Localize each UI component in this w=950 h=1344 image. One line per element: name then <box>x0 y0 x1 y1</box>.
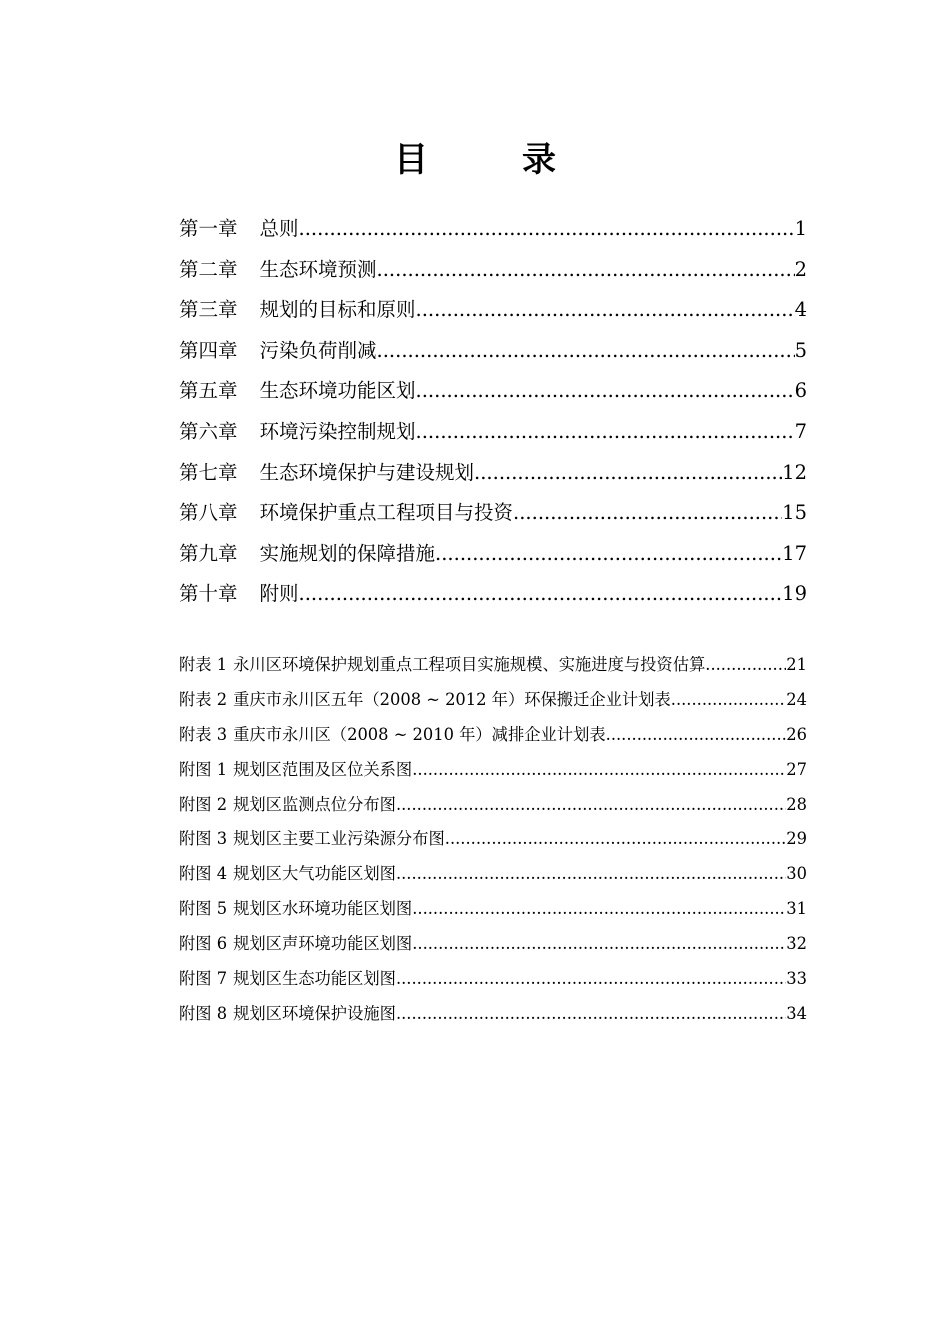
toc-entry-appendix-figure-5[interactable] <box>179 892 807 927</box>
dot-leader <box>377 250 795 291</box>
dot-leader <box>299 209 795 250</box>
dot-leader <box>416 371 795 412</box>
dot-leader <box>416 290 795 331</box>
appendix-list <box>179 648 807 1032</box>
appendix-label: 附图 1 <box>179 759 228 779</box>
chapter-number: 第五章 <box>179 379 238 403</box>
dot-leader <box>474 453 782 494</box>
page-number: 32 <box>786 934 807 954</box>
appendix-label: 附图 5 <box>179 899 228 919</box>
chapter-number: 第七章 <box>179 460 238 484</box>
dot-leader <box>396 788 786 823</box>
toc-entry-chapter-9[interactable] <box>179 534 807 575</box>
dot-leader <box>412 753 786 788</box>
toc-entry-chapter-2[interactable] <box>179 250 807 291</box>
toc-entry-chapter-1[interactable] <box>179 209 807 250</box>
appendix-label: 附图 6 <box>179 934 228 954</box>
dot-leader <box>377 331 795 372</box>
dot-leader <box>299 574 783 615</box>
page-number: 4 <box>794 298 807 322</box>
chapter-title: 生态环境预测 <box>259 257 377 281</box>
chapter-number: 第四章 <box>179 338 238 362</box>
appendix-label: 附图 7 <box>179 969 228 989</box>
appendix-label: 附表 3 <box>179 724 228 744</box>
chapter-title: 生态环境功能区划 <box>259 379 416 403</box>
appendix-title: 规划区范围及区位关系图 <box>233 759 413 779</box>
chapter-number: 第九章 <box>179 541 238 565</box>
toc-entry-appendix-figure-1[interactable] <box>179 753 807 788</box>
page-number: 15 <box>782 501 807 525</box>
page-number: 33 <box>786 969 807 989</box>
dot-leader <box>396 962 786 997</box>
appendix-title: 重庆市永川区（2008 ~ 2010 年）减排企业计划表 <box>233 724 606 744</box>
toc-entry-chapter-3[interactable] <box>179 290 807 331</box>
appendix-label: 附表 2 <box>179 689 228 709</box>
page-number: 5 <box>794 338 807 362</box>
appendix-title: 重庆市永川区五年（2008 ~ 2012 年）环保搬迁企业计划表 <box>233 689 671 709</box>
appendix-title: 永川区环境保护规划重点工程项目实施规模、实施进度与投资估算 <box>233 655 706 674</box>
appendix-title: 规划区生态功能区划图 <box>233 969 396 989</box>
chapter-number: 第六章 <box>179 419 238 443</box>
appendix-title: 规划区大气功能区划图 <box>233 864 396 884</box>
page-number: 30 <box>786 864 807 884</box>
toc-entry-appendix-figure-8[interactable] <box>179 997 807 1032</box>
chapter-title: 规划的目标和原则 <box>259 298 416 322</box>
page-number: 1 <box>794 217 807 240</box>
appendix-label: 附图 4 <box>179 864 228 884</box>
page-number: 26 <box>786 724 807 744</box>
chapter-number: 第十章 <box>179 582 238 606</box>
page-number: 28 <box>786 794 807 814</box>
dot-leader <box>606 718 787 753</box>
toc-entry-appendix-figure-2[interactable] <box>179 788 807 823</box>
chapter-title: 生态环境保护与建设规划 <box>259 460 475 484</box>
toc-entry-appendix-table-1[interactable] <box>179 648 807 683</box>
page-number: 21 <box>786 655 807 674</box>
toc-entry-chapter-6[interactable] <box>179 412 807 453</box>
toc-entry-appendix-figure-7[interactable] <box>179 962 807 997</box>
toc-entry-chapter-7[interactable] <box>179 453 807 494</box>
appendix-label: 附表 1 <box>179 655 228 674</box>
appendix-title: 规划区主要工业污染源分布图 <box>233 829 445 849</box>
appendix-title: 规划区声环境功能区划图 <box>233 934 413 954</box>
appendix-title: 规划区监测点位分布图 <box>233 794 396 814</box>
appendix-label: 附图 2 <box>179 794 228 814</box>
toc-entry-appendix-table-3[interactable] <box>179 718 807 753</box>
page-number: 31 <box>786 899 807 919</box>
chapter-title: 环境保护重点工程项目与投资 <box>259 501 514 525</box>
chapter-title: 总则 <box>259 217 299 240</box>
toc-entry-chapter-4[interactable] <box>179 331 807 372</box>
dot-leader <box>435 534 782 575</box>
dot-leader <box>412 892 786 927</box>
chapter-list <box>179 209 807 615</box>
chapter-number: 第三章 <box>179 298 238 322</box>
dot-leader <box>705 648 786 683</box>
dot-leader <box>671 683 787 718</box>
page-number: 34 <box>786 1003 807 1023</box>
toc-entry-chapter-10[interactable] <box>179 574 807 615</box>
appendix-title: 规划区环境保护设施图 <box>233 1003 396 1023</box>
dot-leader <box>445 822 787 857</box>
appendix-label: 附图 3 <box>179 829 228 849</box>
chapter-number: 第二章 <box>179 257 238 281</box>
page-title: 目 录 <box>394 139 586 180</box>
chapter-number: 第一章 <box>179 217 238 240</box>
page-number: 19 <box>782 582 807 606</box>
page-number: 12 <box>782 460 807 484</box>
dot-leader <box>513 493 782 534</box>
page-number: 17 <box>782 541 807 565</box>
toc-entry-appendix-figure-4[interactable] <box>179 857 807 892</box>
dot-leader <box>412 927 786 962</box>
dot-leader <box>396 997 786 1032</box>
appendix-title: 规划区水环境功能区划图 <box>233 899 413 919</box>
toc-entry-appendix-figure-3[interactable] <box>179 822 807 857</box>
page-number: 27 <box>786 759 807 779</box>
toc-entry-appendix-figure-6[interactable] <box>179 927 807 962</box>
chapter-number: 第八章 <box>179 501 238 525</box>
page-number: 2 <box>794 257 807 281</box>
chapter-title: 实施规划的保障措施 <box>259 541 436 565</box>
page-number: 29 <box>786 829 807 849</box>
toc-entry-appendix-table-2[interactable] <box>179 683 807 718</box>
chapter-title: 污染负荷削减 <box>259 338 377 362</box>
page-number: 6 <box>794 379 807 403</box>
toc-entry-chapter-5[interactable] <box>179 371 807 412</box>
chapter-title: 附则 <box>259 582 299 606</box>
page-number: 24 <box>786 689 807 709</box>
chapter-title: 环境污染控制规划 <box>259 419 416 443</box>
toc-entry-chapter-8[interactable] <box>179 493 807 534</box>
dot-leader <box>396 857 786 892</box>
dot-leader <box>416 412 795 453</box>
appendix-label: 附图 8 <box>179 1003 228 1023</box>
page-number: 7 <box>794 419 807 443</box>
